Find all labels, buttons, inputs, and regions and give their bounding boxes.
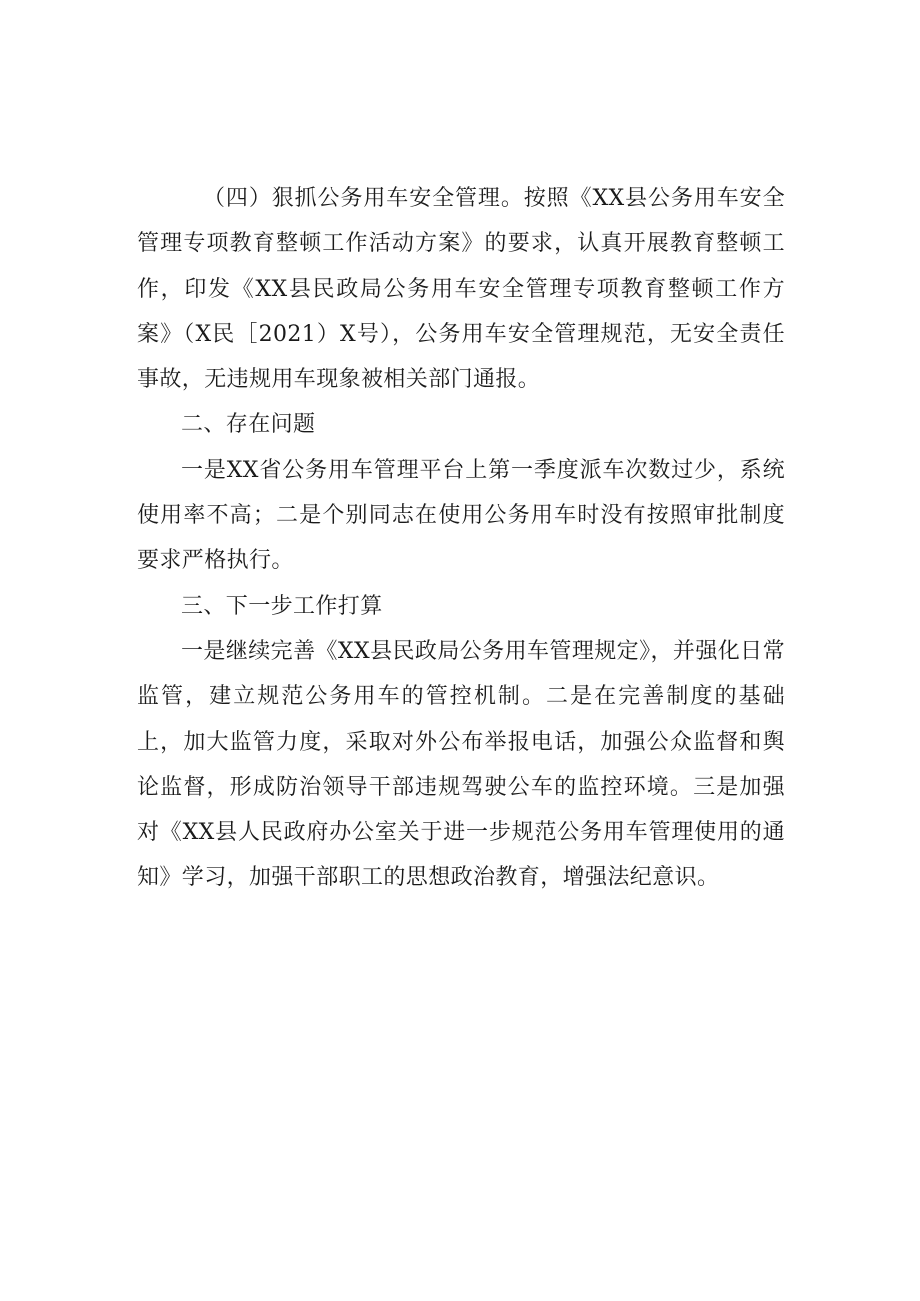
document-body — [137, 176, 785, 901]
paragraph-problems: 一是XX省公务用车管理平台上第一季度派车次数过少，系统使用率不高；二是个别同志在使用公务用车时没有按照审批制度要求严格执行。 — [137, 457, 785, 574]
paragraph-section-4: （四）狠抓公务用车安全管理。按照《XX县公务用车安全管理专项教育整顿工作活动方案》的要求，认真开展教育整顿工作，印发《XX县民政局公务用车安全管理专项教育整顿工作方案》（X民［2021）X号），公务用车安全管理规范，无安全责任事故，无违规用车现象被相关部门通报。 — [137, 186, 785, 393]
paragraph-next-steps: 一是继续完善《XX县民政局公务用车管理规定》，并强化日常监管，建立规范公务用车的管控机制。二是在完善制度的基础上，加大监管力度，采取对外公布举报电话，加强公众监督和舆论监督，形成防治领导干部违规驾驶公车的监控环境。三是加强对《XX县人民政府办公室关于进一步规范公务用车管理使用的通知》学习，加强干部职工的思想政治教育，增强法纪意识。 — [137, 638, 785, 891]
heading-existing-problems: 二、存在问题 — [181, 412, 316, 438]
heading-next-steps: 三、下一步工作打算 — [181, 593, 383, 619]
